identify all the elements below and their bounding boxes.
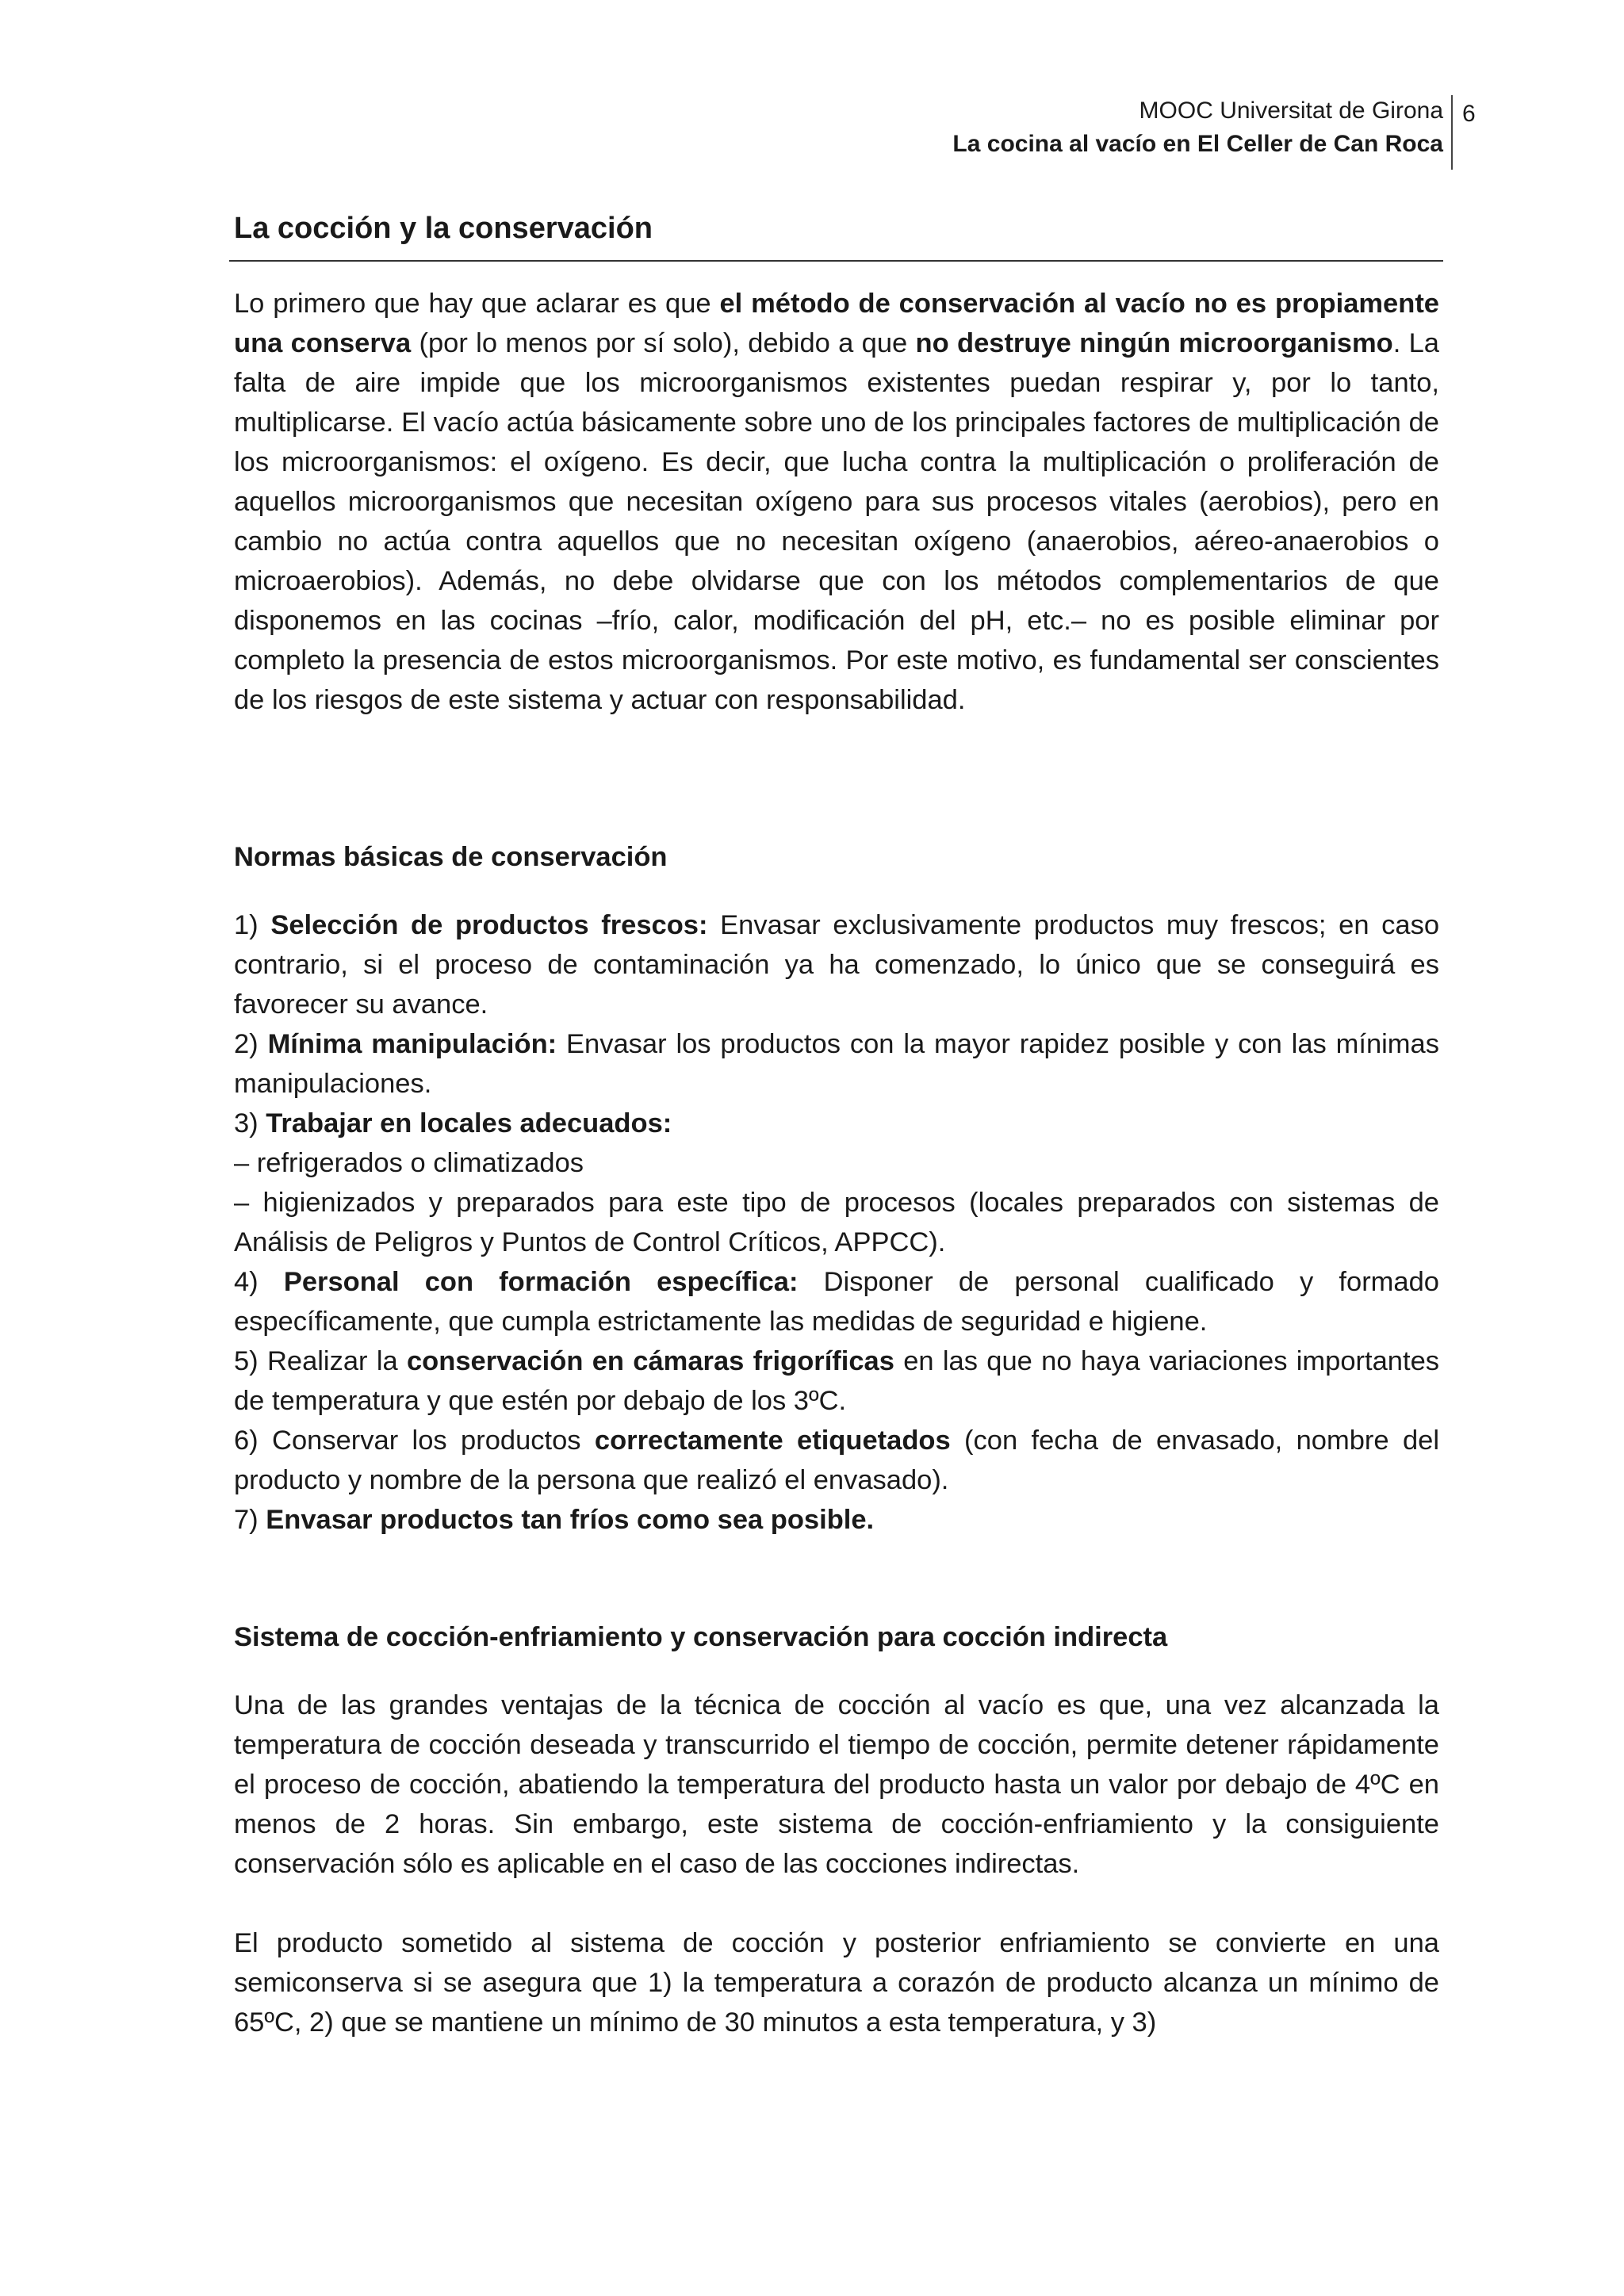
paragraph-gap [234,1884,1439,1923]
normas-heading: Normas básicas de conservación [234,842,668,872]
item-bold: Personal con formación específica: [283,1267,799,1297]
norma-item-3-sub-2: – higienizados y preparados para este tipo de procesos (locales preparados con sistemas de Análisis de Peligros y Puntos de Control Críticos, APPCC). [234,1188,1439,1257]
item-bold: Selección de productos frescos: [270,910,708,940]
norma-item-2 [234,1024,1439,1104]
intro-text-2: (por lo menos por sí solo), debido a que [411,328,916,358]
intro-bold-2: no destruye ningún microorganismo [915,328,1393,358]
item-text-pre: 5) Realizar la [234,1346,407,1376]
sistema-paragraph-1: Una de las grandes ventajas de la técnica de cocción al vacío es que, una vez alcanzada la temperatura de cocción deseada y transcurrido el tiempo de cocción, permite detener rápidamente el proceso de cocción, abatiendo la temperatura del producto hasta un valor por debajo de 4ºC en menos de 2 horas. Sin embargo, este sistema de cocción-enfriamiento y la consiguiente conservación sólo es aplicable en el caso de las cocciones indirectas. [234,1690,1439,1879]
header-document-title: La cocina al vacío en El Celler de Can Roca [952,131,1443,157]
item-number: 7) [234,1505,266,1535]
intro-text-3: . La falta de aire impide que los microorganismos existentes puedan respirar y, por lo tanto, multiplicarse. El vacío actúa básicamente sobre uno de los principales factores de multiplicación de los microorganismos: el oxígeno. Es decir, que lucha contra la multiplicación o proliferación de aquellos microorganismos que necesitan oxígeno para sus procesos vitales (aerobios), pero en cambio no actúa contra aquellos que no necesitan oxígeno (anaerobios, aéreo-anaerobios o microaerobios). Además, no debe olvidarse que con los métodos complementarios de que disponemos en las cocinas –frío, calor, modificación del pH, etc.– no es posible eliminar por completo la presencia de estos microorganismos. Por este motivo, es fundamental ser conscientes de los riesgos de este sistema y actuar con responsabilidad. [234,328,1439,715]
item-bold: Mínima manipulación: [267,1029,557,1059]
item-number: 1) [234,910,271,940]
intro-paragraph [234,284,1439,720]
item-bold: Envasar productos tan fríos como sea posible. [266,1505,875,1535]
sistema-paragraph-2: El producto sometido al sistema de cocción y posterior enfriamiento se convierte en una semiconserva si se asegura que 1) la temperatura a corazón de producto alcanza un mínimo de 65ºC, 2) que se mantiene un mínimo de 30 minutos a esta temperatura, y 3) [234,1928,1439,2038]
page-number: 6 [1462,101,1476,127]
item-text: Envasar los productos con la mayor rapidez posible y con las mínimas manipulaciones. [234,1029,1439,1099]
item-text: Disponer de personal cualificado y formado específicamente, que cumpla estrictamente las medidas de seguridad e higiene. [234,1267,1439,1337]
norma-item-1 [234,905,1439,1024]
item-text: en las que no haya variaciones importantes de temperatura y que estén por debajo de los 3ºC. [234,1346,1440,1416]
item-number: 3) [234,1108,266,1138]
intro-text-1: Lo primero que hay que aclarar es que [234,289,720,319]
item-number: 4) [234,1267,284,1297]
item-text-pre: 6) Conservar los productos [234,1425,595,1456]
item-bold: conservación en cámaras frigoríficas [406,1346,894,1376]
item-text: (con fecha de envasado, nombre del producto y nombre de la persona que realizó el envasado). [234,1425,1439,1495]
intro-bold-1: el método de conservación al vacío no es propiamente una conserva [234,289,1439,358]
norma-item-4 [234,1262,1439,1341]
document-body [234,208,1439,2042]
page-header [714,95,1443,174]
norma-item-3 [234,1104,1439,1143]
section-title: La cocción y la conservación [229,208,1443,262]
norma-item-6 [234,1421,1439,1500]
item-bold: Trabajar en locales adecuados: [266,1108,672,1138]
item-bold: correctamente etiquetados [594,1425,951,1456]
item-number: 2) [234,1029,268,1059]
header-course: MOOC Universitat de Girona [1139,98,1443,124]
header-divider [1451,95,1453,170]
item-text: Envasar exclusivamente productos muy frescos; en caso contrario, si el proceso de contaminación ya ha comenzado, lo único que se conseguirá es favorecer su avance. [234,910,1440,1020]
norma-item-3-sub-1: – refrigerados o climatizados [234,1148,584,1178]
norma-item-7 [234,1500,1439,1540]
norma-item-5 [234,1341,1439,1421]
sistema-heading: Sistema de cocción-enfriamiento y conservación para cocción indirecta [234,1622,1168,1652]
header-text [952,95,1443,162]
